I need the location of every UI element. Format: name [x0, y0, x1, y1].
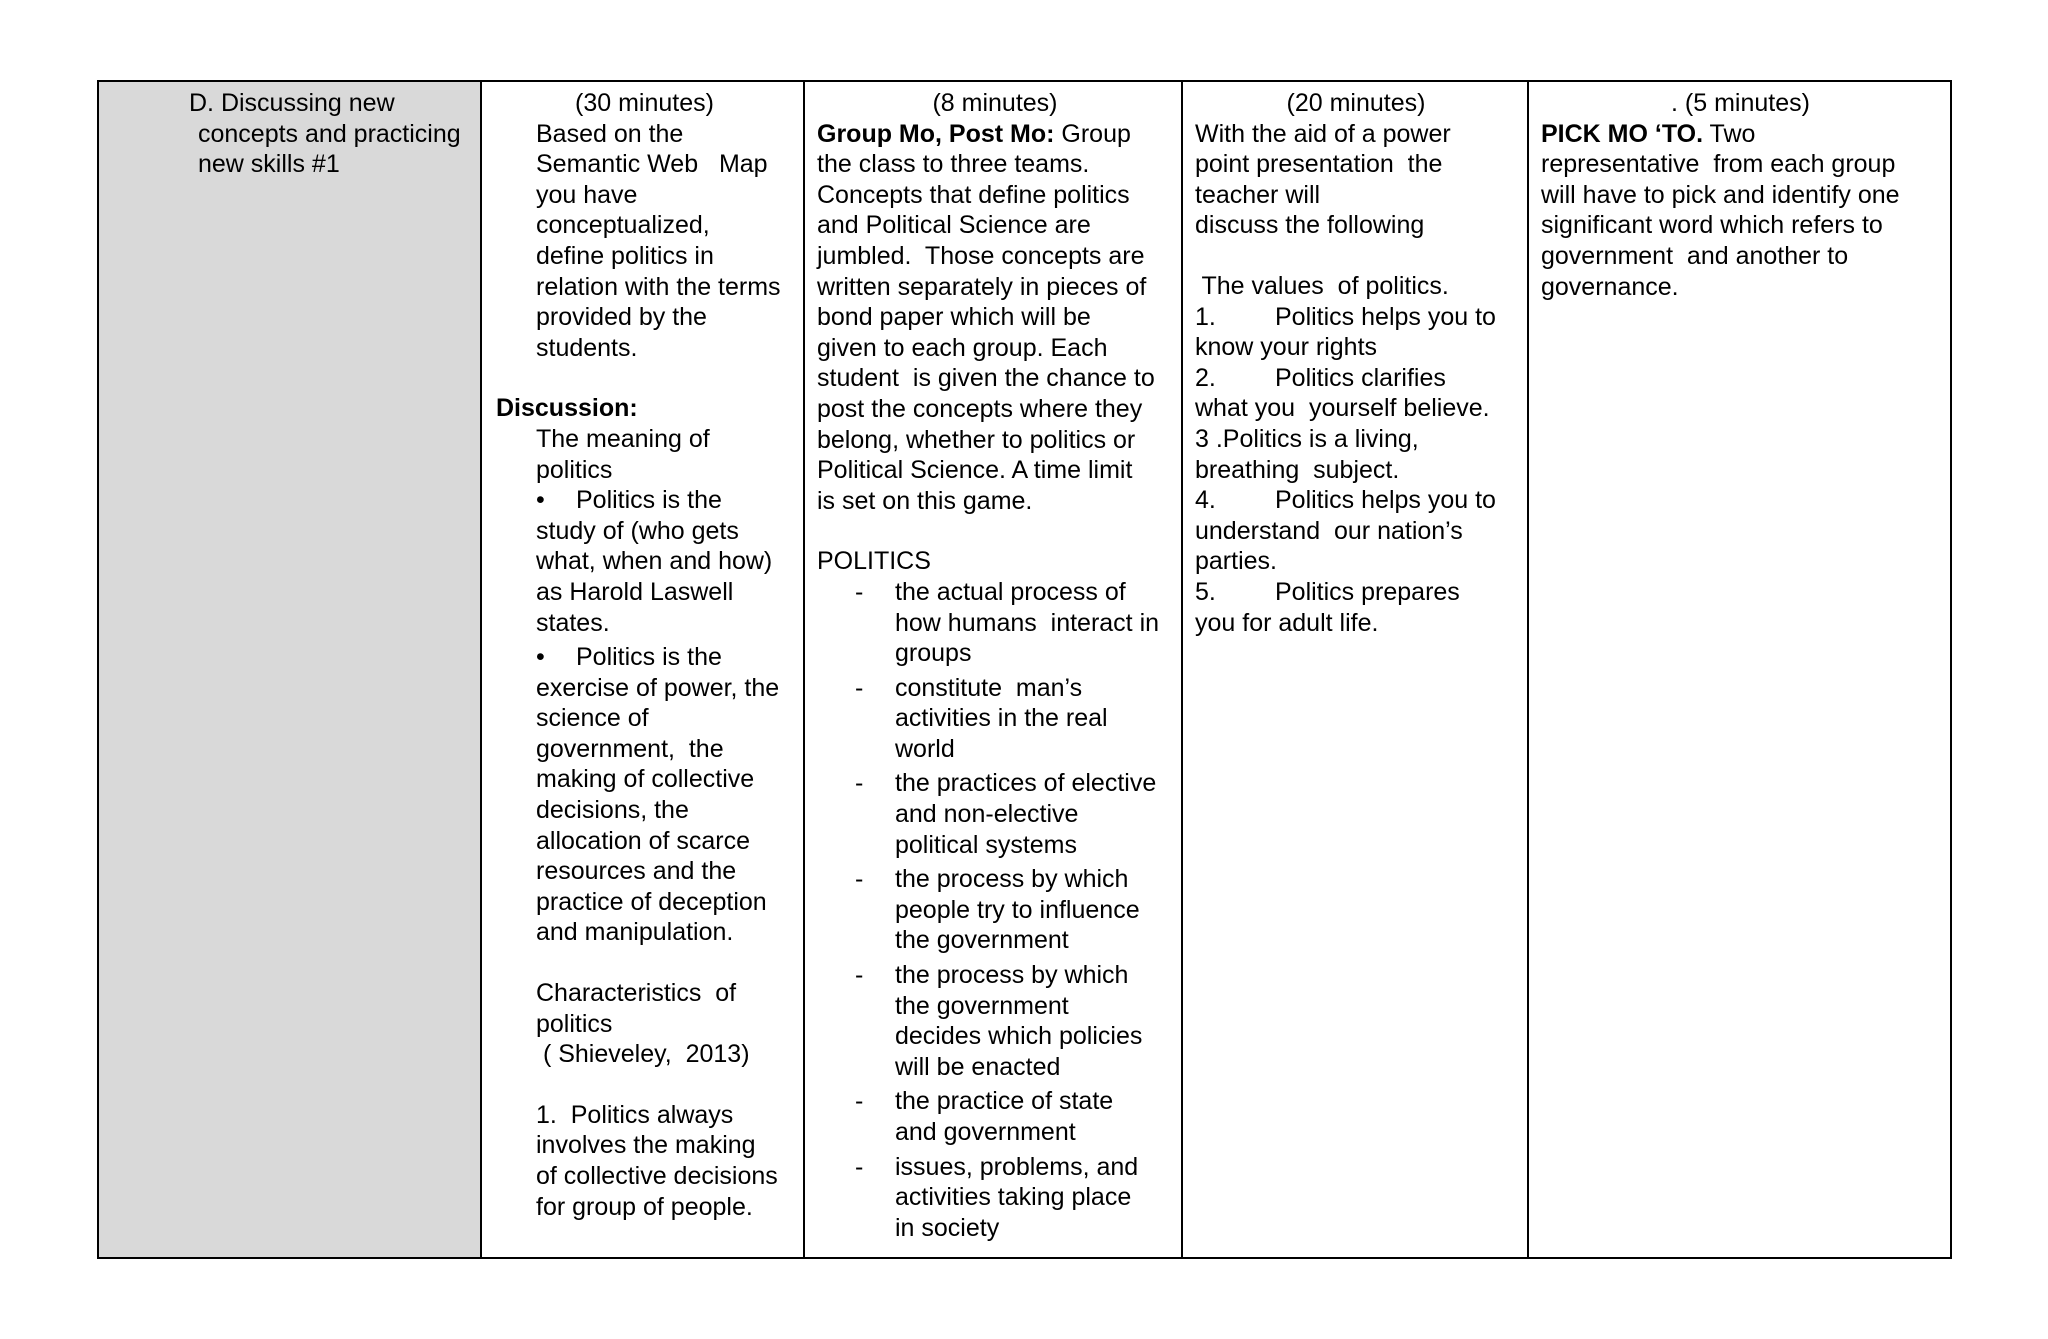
values-list	[1195, 302, 1517, 639]
list-item: - the practice of state and government	[855, 1087, 1114, 1146]
meaning-paragraph: The meaning of politics • Politics is the study of (who gets what, when and how) as Harold Laswell states. • Politics is the exercise of power, the science of government, the making of collective decisions, the allocation of scarce resources and the practice of deception and manipulation. Characteristics of politics ( Shieveley, 2013) 1. Politics always involves the making of collective decisions for group of people.	[496, 424, 793, 1222]
values-heading: The values of politics.	[1195, 271, 1449, 300]
politics-list	[817, 577, 1173, 1243]
procedure-letter: D.	[189, 89, 214, 117]
duration-label: (8 minutes)	[932, 89, 1058, 117]
list-item: • Politics is the exercise of power, the science of government, the making of collective decisions, the allocation of scarce resources and the practice of deception and manipulation.	[536, 643, 780, 947]
procedure-label-cell	[98, 81, 481, 1258]
list-item: 1. Politics helps you to know your rights	[1195, 302, 1496, 362]
dash-icon: -	[855, 961, 864, 990]
list-item: • Politics is the study of (who gets what, when and how) as Harold Laswell states.	[536, 486, 773, 637]
bullet-icon: •	[536, 486, 545, 515]
dash-icon: -	[855, 1152, 864, 1181]
list-item: - the process by which the government decides which policies will be enacted	[855, 961, 1143, 1081]
procedure-label: D. Discussing new concepts and practicing new skills #1	[189, 89, 461, 179]
list-item: - the process by which people try to influence the government	[855, 865, 1140, 955]
activity-description: PICK MO ‘TO. Two representative from each group will have to pick and identify one significant word which refers to government and another to governance.	[1541, 119, 1900, 301]
discussion-heading: Discussion:	[496, 394, 638, 423]
intro-paragraph: Based on the Semantic Web Map you have conceptualized, define politics in relation with the terms provided by the students.	[536, 119, 781, 362]
activity-title: PICK MO ‘TO.	[1541, 119, 1704, 148]
list-item: 2. Politics clarifies what you yourself believe.	[1195, 363, 1490, 423]
characteristics-heading: Characteristics of politics ( Shieveley, 2013)	[536, 979, 750, 1069]
duration-label: (30 minutes)	[575, 89, 714, 117]
lesson-plan-table	[97, 80, 1952, 1259]
list-item: 5. Politics prepares you for adult life.	[1195, 577, 1460, 637]
dash-icon: -	[855, 673, 864, 702]
duration-label: (20 minutes)	[1286, 89, 1426, 117]
list-item: - the actual process of how humans interact in groups	[855, 577, 1160, 668]
list-item: - issues, problems, and activities taking place in society	[855, 1152, 1139, 1242]
list-item: - constitute man’s activities in the real world	[855, 673, 1108, 763]
duration-label: . (5 minutes)	[1671, 89, 1810, 117]
activity-cell-1	[481, 81, 804, 1258]
list-item: - the practices of elective and non-elective political systems	[855, 769, 1157, 859]
dash-icon: -	[855, 769, 864, 798]
dash-icon: -	[855, 1087, 864, 1116]
table-row	[98, 81, 1951, 1258]
politics-heading: POLITICS	[817, 547, 931, 576]
activity-title: Group Mo, Post Mo:	[817, 119, 1055, 148]
activity-cell-4	[1528, 81, 1951, 1258]
list-item: 1. Politics always involves the making of collective decisions for group of people.	[536, 1100, 778, 1221]
activity-cell-3	[1182, 81, 1528, 1258]
dash-icon: -	[855, 865, 864, 894]
intro-paragraph: With the aid of a power point presentation the teacher will discuss the following	[1195, 119, 1451, 240]
activity-description: Group Mo, Post Mo: Group the class to three teams. Concepts that define politics and Political Science are jumbled. Those concepts are written separately in pieces of bond paper which will be given to each group. Each student is given the chance to post the concepts where they belong, whether to politics or Political Science. A time limit is set on this game.	[817, 119, 1155, 515]
dash-icon: -	[855, 577, 864, 606]
list-item: 4. Politics helps you to understand our nation’s parties.	[1195, 486, 1496, 576]
bullet-icon: •	[536, 643, 545, 672]
list-item: 3 .Politics is a living, breathing subject.	[1195, 424, 1419, 484]
activity-cell-2	[804, 81, 1182, 1258]
